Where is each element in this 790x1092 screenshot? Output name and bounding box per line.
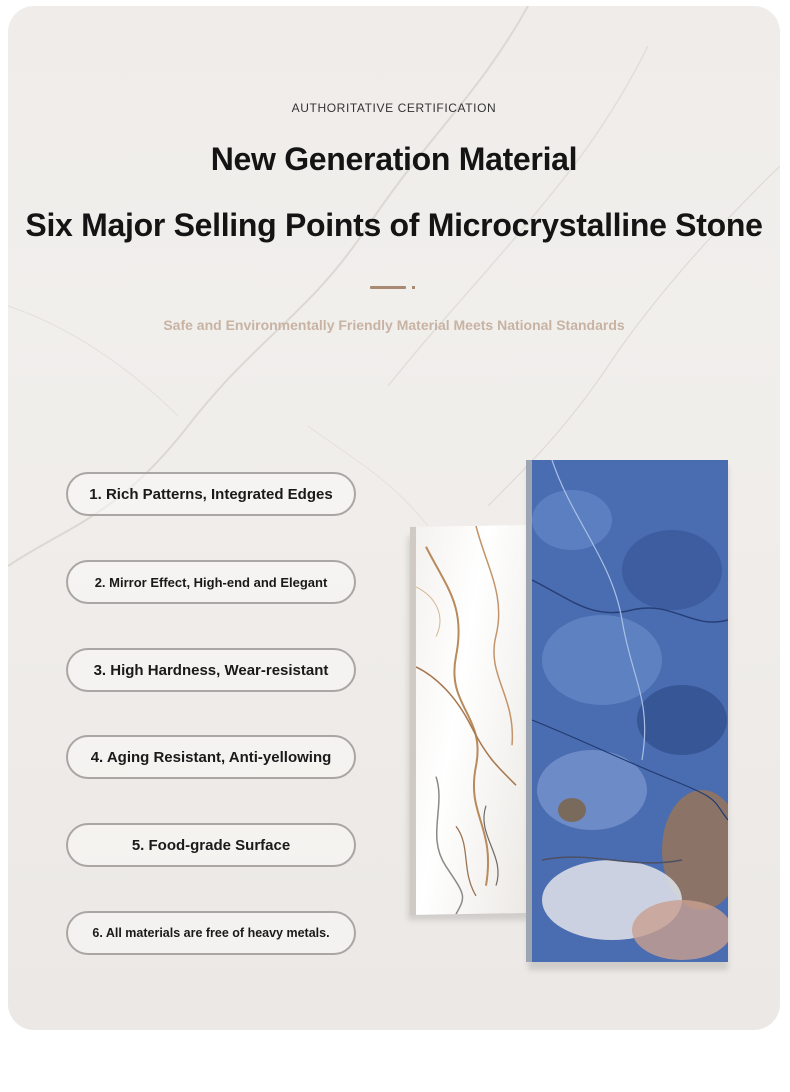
title-divider-dot <box>412 286 415 289</box>
page-subtitle-heading: Six Major Selling Points of Microcrystalline Stone <box>25 207 763 243</box>
blue-marble-slab <box>526 460 728 962</box>
selling-point-1: 1. Rich Patterns, Integrated Edges <box>66 472 356 516</box>
standards-subtitle: Safe and Environmentally Friendly Material Meets National Standards <box>163 317 625 333</box>
selling-point-5: 5. Food-grade Surface <box>66 823 356 867</box>
title-divider <box>370 286 406 289</box>
page-title: New Generation Material <box>210 141 578 177</box>
selling-point-4: 4. Aging Resistant, Anti-yellowing <box>66 735 356 779</box>
eyebrow-label: AUTHORITATIVE CERTIFICATION <box>291 101 497 115</box>
selling-point-6: 6. All materials are free of heavy metals. <box>66 911 356 955</box>
certification-card <box>8 6 780 1030</box>
selling-point-3: 3. High Hardness, Wear-resistant <box>66 648 356 692</box>
white-marble-slab <box>410 525 528 915</box>
selling-point-2: 2. Mirror Effect, High-end and Elegant <box>66 560 356 604</box>
